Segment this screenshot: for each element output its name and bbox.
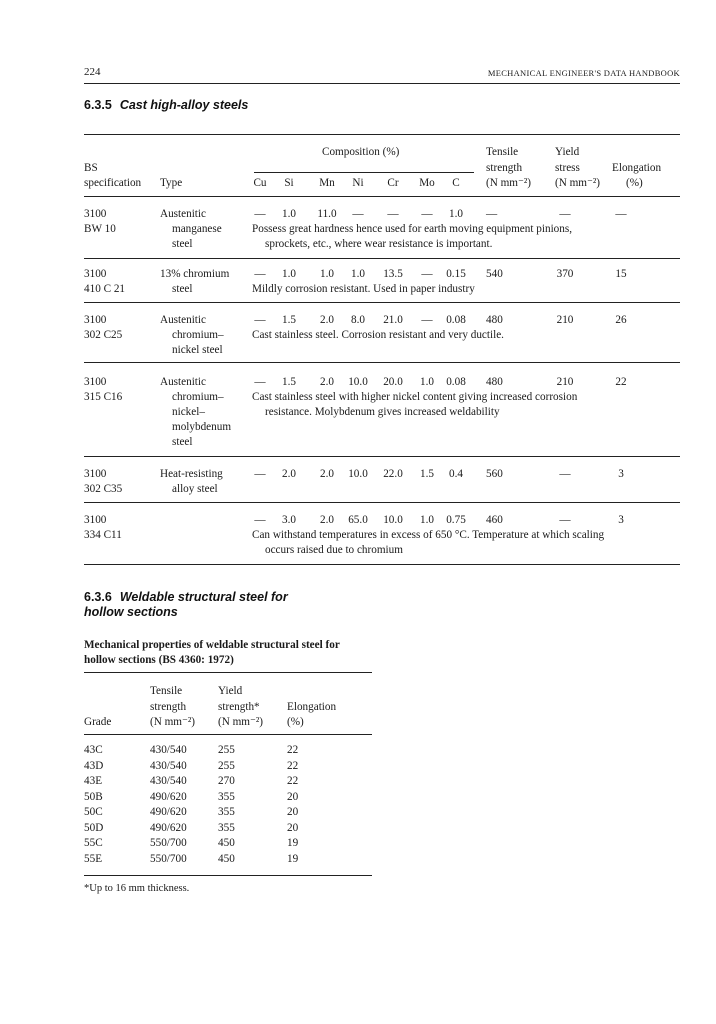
row-0-type-line-1: manganese [172, 223, 222, 235]
t2-row-0-grade: 43C [84, 744, 103, 756]
t2-row-1-yield: 255 [218, 759, 235, 772]
row-3-type-line-1: chromium– [172, 391, 224, 403]
row-1-value-c: 0.15 [446, 268, 466, 280]
row-2-type-line-1: chromium– [172, 329, 224, 341]
yield-heading-1: Yield [555, 146, 580, 158]
row-4-value-cu: — [254, 468, 266, 480]
row-4-spec-code: 302 C35 [84, 483, 123, 495]
row-0-value-ni: — [352, 208, 364, 220]
t2-elongation-heading: Elongation [287, 701, 337, 713]
t2-row-6-elongation: 19 [287, 837, 299, 849]
row-5-value-mn: 2.0 [320, 514, 334, 526]
row-2-value-si: 1.5 [282, 314, 296, 326]
specification-heading: specification [84, 177, 142, 189]
row-2-value-cu: — [254, 314, 266, 326]
t2-row-7-tensile: 550/700 [150, 852, 187, 865]
t2-grade-heading: Grade [84, 716, 112, 728]
yield-heading-units: (N mm⁻²) [555, 177, 600, 189]
row-1-spec-number: 3100 [84, 268, 107, 280]
row-1-tensile: 540 [486, 268, 503, 280]
row-0-note-line-1: sprockets, etc., where wear resistance is important. [265, 238, 493, 250]
row-0-spec-number: 3100 [84, 208, 107, 220]
table2-top-rule [84, 672, 372, 673]
row-1-value-mn: 1.0 [320, 268, 334, 280]
t2-row-5-yield: 355 [218, 821, 235, 834]
section-636-title-line2-wrap [84, 605, 178, 619]
yield-heading-2: stress [555, 162, 580, 174]
t2-row-5-tensile: 490/620 [150, 821, 187, 834]
t2-row-2-yield: 270 [218, 775, 235, 787]
row-5-value-c: 0.75 [446, 514, 466, 526]
section-636-title [84, 590, 288, 604]
table2-caption-line1: Mechanical properties of weldable structural steel for [84, 639, 340, 651]
t2-row-7-yield: 450 [218, 852, 235, 865]
row-4-type-line-0: Heat-resisting [160, 468, 223, 480]
composition-underline [254, 172, 474, 173]
t2-row-1-elongation: 22 [287, 759, 299, 772]
row-4-elongation: 3 [618, 468, 624, 480]
t2-row-6-tensile: 550/700 [150, 837, 187, 849]
t2-row-3-elongation: 20 [287, 790, 299, 803]
row-5-value-ni: 65.0 [348, 514, 368, 526]
t2-tensile-heading-units: (N mm⁻²) [150, 716, 195, 728]
table2-caption-line2: hollow sections (BS 4360: 1972) [84, 654, 234, 666]
t2-row-6-yield: 450 [218, 837, 235, 849]
header-rule [84, 83, 680, 84]
row-1-note-line-0: Mildly corrosion resistant. Used in paper industry [252, 283, 475, 295]
row-0-value-mn: 11.0 [317, 208, 337, 220]
row-3-spec-code: 315 C16 [84, 391, 123, 403]
row-3-type-line-0: Austenitic [160, 376, 206, 388]
elongation-heading: Elongation [612, 162, 662, 174]
row-5-yield: — [559, 514, 571, 526]
row-4-tensile: 560 [486, 468, 503, 480]
t2-tensile-heading-2: strength [150, 701, 187, 713]
row-4-type-line-1: alloy steel [172, 483, 218, 495]
element-heading-cu: Cu [253, 177, 267, 189]
t2-row-4-yield: 355 [218, 806, 235, 818]
row-1-value-mo: — [421, 268, 433, 280]
elongation-heading-units: (%) [626, 177, 643, 189]
tensile-heading-units: (N mm⁻²) [486, 177, 531, 189]
row-0-separator [84, 258, 680, 259]
row-3-yield: 210 [556, 376, 574, 388]
row-5-spec-number: 3100 [84, 514, 107, 526]
row-1-value-si: 1.0 [282, 268, 296, 280]
row-2-elongation: 26 [615, 314, 627, 326]
row-3-value-cu: — [254, 376, 266, 388]
t2-row-4-grade: 50C [84, 806, 103, 818]
section-636-title-line2: hollow sections [84, 605, 178, 619]
row-3-note-line-0: Cast stainless steel with higher nickel content giving increased corrosion [252, 391, 578, 403]
row-4-value-c: 0.4 [449, 468, 463, 480]
row-5-note-line-0: Can withstand temperatures in excess of 650 °C. Temperature at which scaling [252, 529, 605, 541]
t2-row-5-elongation: 20 [287, 821, 299, 834]
row-3-type-line-4: steel [172, 436, 193, 448]
row-1-type-line-1: steel [172, 283, 193, 295]
t2-row-1-grade: 43D [84, 759, 104, 772]
row-3-value-c: 0.08 [446, 376, 466, 388]
row-1-spec-code: 410 C 21 [84, 283, 126, 295]
row-2-value-mo: — [421, 314, 433, 326]
row-5-value-mo: 1.0 [420, 514, 434, 526]
row-5-elongation: 3 [618, 514, 624, 526]
section-635-title [84, 98, 248, 112]
row-2-note-line-0: Cast stainless steel. Corrosion resistant and very ductile. [252, 329, 504, 341]
row-1-separator [84, 302, 680, 303]
row-5-spec-code: 334 C11 [84, 529, 122, 541]
t2-row-2-elongation: 22 [287, 775, 299, 787]
row-3-separator [84, 456, 680, 457]
row-2-value-mn: 2.0 [320, 314, 334, 326]
row-2-tensile: 480 [486, 314, 503, 326]
row-3-type-line-3: molybdenum [172, 421, 232, 433]
table2-bottom-rule [84, 875, 372, 876]
row-2-type-line-2: nickel steel [172, 344, 223, 356]
row-4-value-si: 2.0 [282, 468, 296, 480]
t2-row-3-tensile: 490/620 [150, 790, 187, 803]
row-3-elongation: 22 [615, 376, 627, 388]
row-2-value-c: 0.08 [446, 314, 466, 326]
row-1-value-cr: 13.5 [383, 268, 403, 280]
t2-row-0-yield: 255 [218, 744, 235, 756]
page-number: 224 [84, 66, 101, 78]
row-2-separator [84, 362, 680, 363]
t2-row-1-tensile: 430/540 [150, 759, 187, 772]
row-2-yield: 210 [556, 314, 574, 326]
t2-tensile-heading-1: Tensile [150, 685, 183, 697]
t2-yield-heading-1: Yield [218, 685, 243, 697]
row-3-spec-number: 3100 [84, 376, 107, 388]
section-636-title-line1: Weldable structural steel for [119, 590, 288, 604]
section-635-number: 6.3.5 [84, 98, 112, 112]
row-0-tensile: — [486, 208, 498, 220]
row-4-value-mo: 1.5 [420, 468, 434, 480]
row-4-value-mn: 2.0 [320, 468, 334, 480]
row-1-elongation: 15 [615, 268, 627, 280]
table2-header-rule [84, 734, 372, 735]
row-3-value-si: 1.5 [282, 376, 296, 388]
row-3-value-mn: 2.0 [320, 376, 334, 388]
t2-yield-heading-2: strength* [218, 701, 260, 713]
row-5-separator [84, 564, 680, 565]
row-5-value-si: 3.0 [282, 514, 296, 526]
t2-row-7-grade: 55E [84, 852, 103, 865]
t2-elongation-heading-units: (%) [287, 716, 304, 728]
row-5-note-line-1: occurs raised due to chromium [265, 544, 403, 556]
element-heading-cr: Cr [387, 177, 399, 189]
t2-row-4-tensile: 490/620 [150, 806, 187, 818]
running-title: MECHANICAL ENGINEER'S DATA HANDBOOK [487, 68, 680, 78]
row-3-note-line-1: resistance. Molybdenum gives increased weldability [265, 406, 500, 418]
row-0-value-cu: — [254, 208, 266, 220]
table1-header-rule [84, 196, 680, 197]
t2-row-3-grade: 50B [84, 790, 103, 803]
row-4-yield: — [559, 468, 571, 480]
bs-heading: BS [84, 162, 98, 174]
row-4-value-ni: 10.0 [348, 468, 368, 480]
t2-yield-heading-units: (N mm⁻²) [218, 716, 263, 728]
t2-row-4-elongation: 20 [287, 806, 299, 818]
row-3-value-cr: 20.0 [383, 376, 403, 388]
t2-row-2-grade: 43E [84, 775, 103, 787]
row-5-tensile: 460 [486, 514, 503, 526]
row-2-value-ni: 8.0 [351, 314, 365, 326]
t2-row-5-grade: 50D [84, 821, 104, 834]
row-0-value-cr: — [387, 208, 399, 220]
t2-row-0-elongation: 22 [287, 744, 299, 756]
row-3-type-line-2: nickel– [172, 406, 205, 418]
row-3-tensile: 480 [486, 376, 503, 388]
row-1-value-ni: 1.0 [351, 268, 365, 280]
row-1-yield: 370 [556, 268, 574, 280]
row-1-value-cu: — [254, 268, 266, 280]
element-heading-mo: Mo [419, 177, 435, 189]
row-1-type-line-0: 13% chromium [160, 268, 230, 280]
composition-heading: Composition (%) [322, 146, 400, 158]
table2-footnote: *Up to 16 mm thickness. [84, 883, 190, 894]
row-2-spec-code: 302 C25 [84, 329, 123, 341]
table1-top-rule [84, 134, 680, 135]
element-heading-c: C [452, 177, 460, 189]
row-0-elongation: — [615, 208, 627, 220]
section-635-title-text: Cast high-alloy steels [119, 98, 249, 112]
type-heading: Type [160, 177, 183, 189]
section-636-number: 6.3.6 [84, 590, 112, 604]
row-3-value-mo: 1.0 [420, 376, 434, 388]
t2-row-6-grade: 55C [84, 837, 103, 849]
row-4-value-cr: 22.0 [383, 468, 403, 480]
element-heading-mn: Mn [319, 177, 335, 189]
t2-row-2-tensile: 430/540 [150, 775, 187, 787]
row-2-type-line-0: Austenitic [160, 314, 206, 326]
row-2-spec-number: 3100 [84, 314, 107, 326]
row-0-yield: — [559, 208, 571, 220]
row-0-value-si: 1.0 [282, 208, 296, 220]
t2-row-7-elongation: 19 [287, 852, 299, 865]
element-heading-si: Si [284, 177, 294, 189]
row-3-value-ni: 10.0 [348, 376, 368, 388]
row-0-note-line-0: Possess great hardness hence used for earth moving equipment pinions, [252, 223, 573, 235]
row-0-value-c: 1.0 [449, 208, 463, 220]
row-2-value-cr: 21.0 [383, 314, 403, 326]
row-0-spec-code: BW 10 [84, 223, 116, 235]
tensile-heading-1: Tensile [486, 146, 519, 158]
tensile-heading-2: strength [486, 162, 523, 174]
row-5-value-cr: 10.0 [383, 514, 403, 526]
row-0-value-mo: — [421, 208, 433, 220]
row-0-type-line-2: steel [172, 238, 193, 250]
element-heading-ni: Ni [352, 177, 364, 189]
t2-row-0-tensile: 430/540 [150, 744, 187, 756]
t2-row-3-yield: 355 [218, 790, 235, 803]
row-5-value-cu: — [254, 514, 266, 526]
row-4-separator [84, 502, 680, 503]
row-4-spec-number: 3100 [84, 468, 107, 480]
row-0-type-line-0: Austenitic [160, 208, 206, 220]
